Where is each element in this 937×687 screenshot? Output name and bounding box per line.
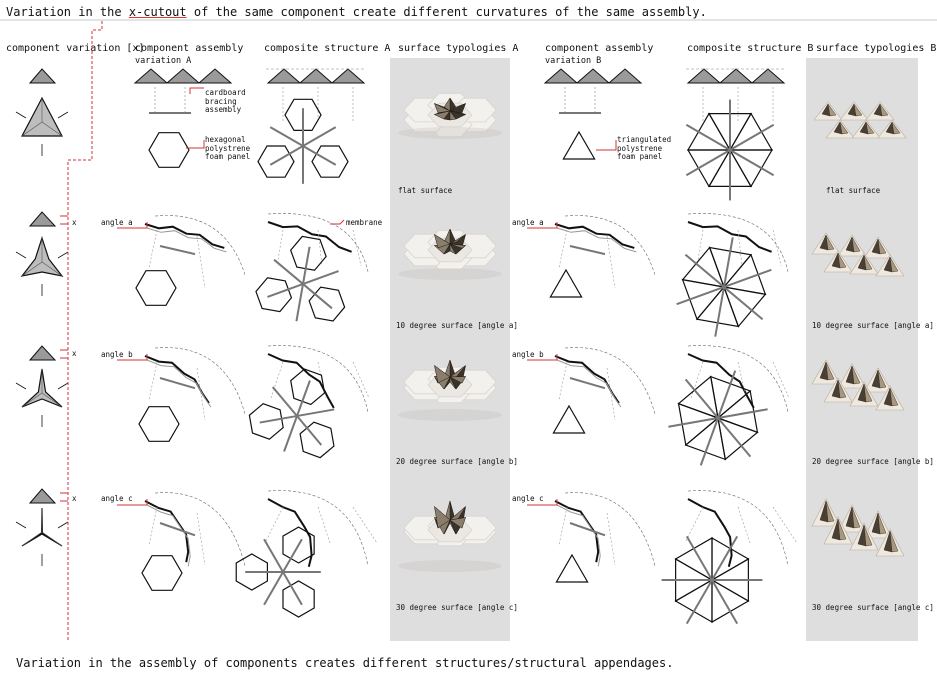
comp-a-top-1-guide-r [353, 230, 361, 266]
angle-c-label-b: angle c [512, 494, 544, 503]
asm-b-guide2-3 [607, 513, 615, 565]
arrow-right-3 [58, 522, 68, 528]
tri-leader [596, 140, 616, 150]
comp-a-cluster-1 [252, 230, 355, 329]
assembly-a-column [117, 69, 245, 590]
arrow-left-2 [16, 383, 26, 389]
comp-b-cluster-3-tri-0 [694, 580, 749, 633]
fold-c-3 [22, 532, 42, 546]
small-component-3 [30, 489, 55, 503]
surface-a-model-0 [398, 93, 502, 139]
asm-a-guide2-1 [197, 236, 205, 288]
comp-b-cluster-2-tri-2 [666, 404, 718, 453]
small-component-1 [30, 212, 55, 226]
surface-b-column [812, 102, 906, 556]
comp-a-top-3-guide-r [353, 507, 377, 543]
surface-a-model-3 [398, 501, 502, 572]
asm-b-chain-shadow-1 [557, 228, 636, 252]
asm-b-guide-2 [559, 362, 567, 400]
asm-a-guide2-3 [197, 513, 205, 565]
asm-b-chain-shadow-3 [557, 505, 600, 566]
angle-b-label-b: angle b [512, 350, 544, 359]
asm-a-chain-shadow-1 [147, 228, 226, 252]
comp-b-top-2-arc [688, 346, 788, 413]
comp-a-top-1-guide-l [277, 230, 283, 266]
page-title: Variation in the x-cutout of the same component create different curvatures of the same assembly. [6, 5, 707, 19]
asm-b-chain-1 [577, 69, 609, 83]
comp-b-cluster-0-tri-5 [730, 114, 772, 150]
surface-a-model-2-shadow [398, 409, 502, 421]
header-assembly-a: component assembly [135, 43, 244, 54]
comp-b-top-3-guide-m [738, 507, 750, 543]
arrow-left-1 [16, 252, 26, 258]
comp-a-top-2-guide-r [353, 362, 369, 398]
comp-b-top-3-arc [688, 491, 788, 567]
caption-a-30: 30 degree surface [angle c] [396, 603, 518, 612]
surface-a-model-1 [398, 229, 502, 280]
caption-b-flat: flat surface [826, 186, 881, 195]
comp-b-cluster-2-tri-3 [679, 369, 731, 418]
asm-a-panel-1 [136, 271, 176, 306]
triangulated-label: triangulated polystrene foam panel [617, 135, 672, 162]
comp-a-top-2-chain [268, 354, 334, 408]
caption-a-20: 20 degree surface [angle b] [396, 457, 518, 466]
surface-b-model-3 [812, 499, 904, 556]
comp-a-top-3-arc [268, 491, 368, 567]
asm-a-angle-mark-3 [117, 499, 147, 505]
comp-b-cluster-2-strut-2 [668, 379, 767, 456]
header-component-variation: component variation [x] [6, 43, 145, 54]
header-surface-b: surface typologies B [816, 43, 937, 54]
asm-a-brace-3 [160, 523, 195, 535]
asm-a-guide-2 [149, 362, 157, 400]
caption-a-10: 10 degree surface [angle a] [396, 321, 518, 330]
comp-b-cluster-3 [649, 515, 775, 646]
angle-b-label-a: angle b [101, 350, 133, 359]
asm-b-angle-mark-1 [527, 222, 557, 228]
comp-b-cluster-3-tri-3 [676, 527, 731, 580]
composite-b-column [649, 69, 797, 645]
caption-a-flat: flat surface [398, 186, 453, 195]
asm-a-brace-1 [160, 246, 195, 254]
surface-a-model-3-shadow [398, 560, 502, 572]
header-composite-a: composite structure A [264, 43, 391, 54]
comp-a-top-0-comp-0 [268, 69, 300, 83]
asm-a-arc-3 [155, 493, 245, 566]
asm-a-guide-3 [149, 507, 157, 545]
surface-a-column [398, 93, 502, 572]
asm-a-chain-0 [135, 69, 167, 83]
asm-a-angle-mark-2 [117, 354, 147, 360]
comp-b-cluster-0 [686, 100, 773, 201]
asm-b-panel-3 [556, 555, 587, 582]
asm-b-angle-mark-2 [527, 354, 557, 360]
comp-b-top-0-comp-2 [752, 69, 784, 83]
asm-b-arc-3 [565, 493, 655, 566]
x-marker-3: x [72, 494, 77, 503]
component-variation-column [16, 69, 68, 566]
comp-b-top-1-guide-r [773, 230, 781, 266]
asm-b-angle-mark-3 [527, 499, 557, 505]
header-surface-a: surface typologies A [398, 43, 519, 54]
caption-b-30: 30 degree surface [angle c] [812, 603, 934, 612]
angle-a-label-a: angle a [101, 218, 133, 227]
red-dashed-leader [68, 21, 102, 640]
asm-b-panel-1 [550, 270, 581, 297]
angle-a-label-b: angle a [512, 218, 544, 227]
comp-b-top-3-guide-r [773, 507, 797, 543]
comp-b-cluster-2-tri-0 [706, 418, 758, 467]
asm-b-brace-1 [570, 246, 605, 254]
small-component-0 [30, 69, 55, 83]
comp-a-top-0-comp-2 [332, 69, 364, 83]
comp-b-top-2-guide-r [773, 362, 789, 398]
asm-a-panel-0 [149, 133, 189, 168]
arrow-right-1 [58, 252, 68, 258]
asm-a-angle-mark-1 [117, 222, 147, 228]
comp-b-top-0-comp-1 [720, 69, 752, 83]
comp-a-top-0-comp-1 [300, 69, 332, 83]
comp-b-cluster-0-tri-3 [688, 114, 730, 150]
comp-a-top-3-guide-l [265, 507, 283, 543]
caption-b-20: 20 degree surface [angle b] [812, 457, 934, 466]
asm-b-guide-3 [559, 507, 567, 545]
surface-b-model-2 [812, 360, 904, 410]
comp-a-cluster-1-strut-2 [267, 260, 338, 309]
comp-a-cluster-2 [242, 357, 355, 467]
comp-a-top-1-arc [268, 213, 368, 271]
asm-a-panel-3 [142, 556, 182, 591]
x-marker-1: x [72, 218, 77, 227]
asm-a-chain-2 [199, 69, 231, 83]
comp-b-top-1-chain [688, 222, 772, 252]
asm-b-chain-2 [609, 69, 641, 83]
surface-b-model-0 [814, 102, 906, 138]
x-marker-2: x [72, 349, 77, 358]
comp-b-cluster-0-tri-0 [730, 150, 772, 186]
header-assembly-b: component assembly [545, 43, 654, 54]
asm-a-chain-1 [167, 69, 199, 83]
asm-b-panel-0 [563, 132, 594, 159]
comp-b-cluster-1-strut-2 [677, 255, 772, 320]
comp-b-cluster-2 [660, 356, 777, 481]
asm-b-panel-2 [553, 406, 584, 433]
surface-a-model-2 [398, 360, 502, 421]
comp-b-top-0-comp-0 [688, 69, 720, 83]
comp-b-cluster-0-tri-2 [688, 150, 730, 186]
x-cutout-leader [68, 21, 102, 640]
subheader-variation-a: variation A [135, 56, 192, 66]
small-component-2 [30, 346, 55, 360]
asm-b-brace-3 [570, 523, 605, 535]
asm-a-arc-1 [155, 215, 245, 275]
asm-b-arc-1 [565, 215, 655, 275]
composite-a-column [225, 69, 377, 627]
comp-a-top-3-guide-m [318, 507, 330, 543]
asm-a-panel-2 [139, 407, 179, 442]
arrow-left-0 [16, 112, 26, 118]
asm-b-chain-0 [545, 69, 577, 83]
membrane-label: membrane [346, 218, 383, 227]
caption-b-10: 10 degree surface [angle a] [812, 321, 934, 330]
surface-b-model-1 [812, 233, 904, 276]
cardboard-leader [190, 88, 204, 94]
comp-a-cluster-0 [258, 99, 348, 184]
comp-a-cluster-2-strut-2 [260, 387, 334, 445]
comp-b-top-1-arc [688, 213, 788, 271]
arrow-right-2 [58, 383, 68, 389]
cardboard-label: cardboard bracing assembly [205, 88, 246, 115]
header-composite-b: composite structure B [687, 43, 814, 54]
hexagonal-label: hexagonal polystrene foam panel [205, 135, 251, 162]
angle-c-label-a: angle c [101, 494, 133, 503]
fold-b-3 [42, 532, 62, 546]
asm-b-guide-1 [559, 230, 567, 268]
hex-leader [186, 140, 204, 148]
asm-a-guide-1 [149, 230, 157, 268]
comp-a-cluster-3 [225, 509, 345, 627]
footer-caption: Variation in the assembly of components creates different structures/structural appendages. [16, 656, 674, 670]
comp-a-top-2-arc [268, 346, 368, 413]
assembly-b-column [527, 69, 655, 582]
surface-a-model-0-shadow [398, 127, 502, 139]
arrow-left-3 [16, 522, 26, 528]
arrow-right-0 [58, 112, 68, 118]
surface-a-model-1-shadow [398, 268, 502, 280]
subheader-variation-b: variation B [545, 56, 602, 66]
asm-b-guide2-1 [607, 236, 615, 288]
